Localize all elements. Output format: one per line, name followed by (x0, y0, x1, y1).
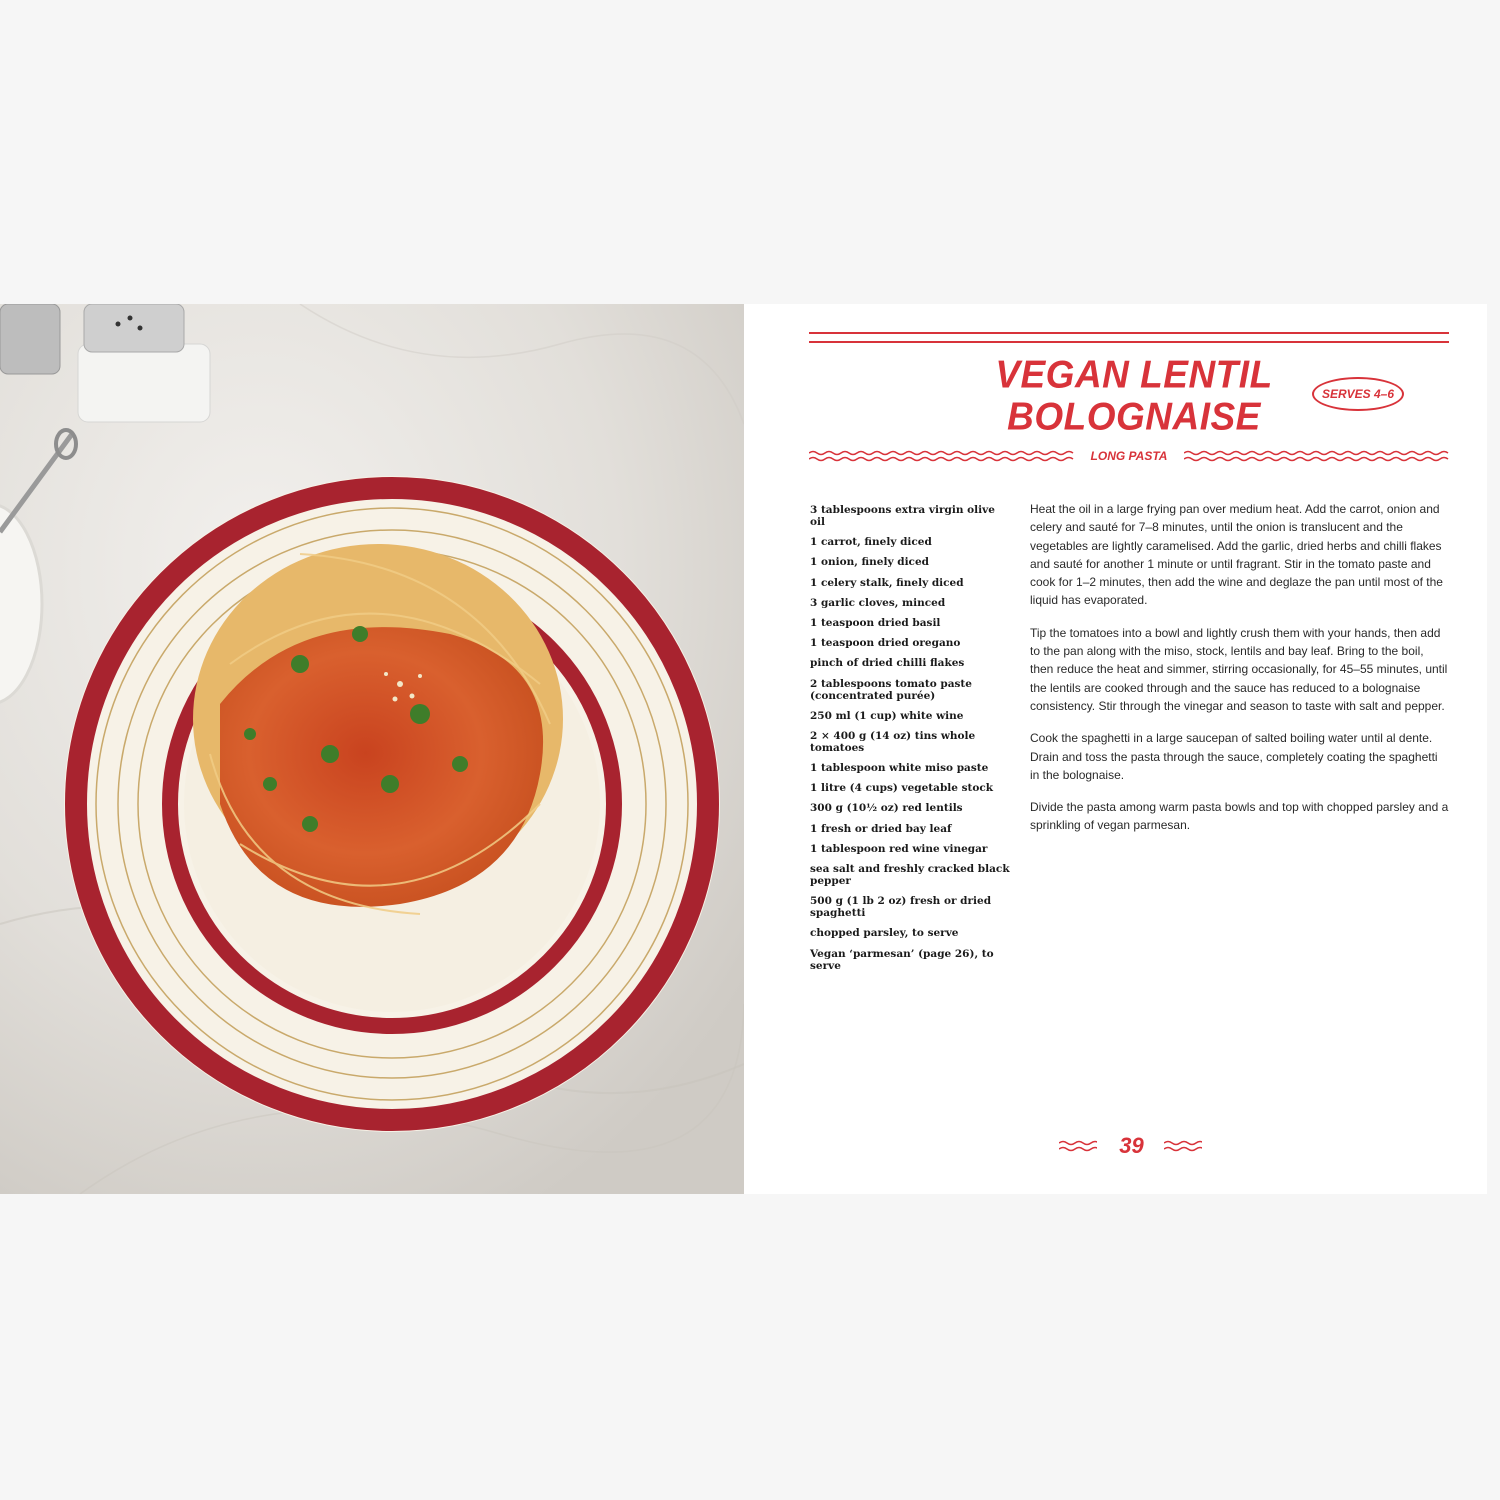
ingredient-item: 1 teaspoon dried oregano (810, 637, 961, 650)
ingredient-item: 300 g (10½ oz) red lentils (810, 802, 963, 815)
ingredient-item: sea salt and freshly cracked black pepper (810, 863, 1010, 887)
ingredient-item: 2 tablespoons tomato paste (concentrated purée) (810, 677, 972, 702)
recipe-title: VEGAN LENTIL BOLOGNAISE (995, 352, 1273, 438)
method-paragraph: Heat the oil in a large frying pan over medium heat. Add the carrot, onion and celery and sauté for 7–8 minutes, until the onion is translucent and the vegetables are lightly caramelised. Add the garlic, dried herbs and chilli flakes and sauté for another 1 minute or until fragrant. Stir in the tomato paste and cook for 1–2 minutes, then add the wine and deglaze the pan until most of the liquid has evaporated. (1030, 502, 1443, 608)
wave-divider-right-icon (1184, 450, 1449, 462)
ingredient-item: pinch of dried chilli flakes (810, 657, 965, 670)
book-spread (0, 304, 1487, 1194)
ingredient-item: 3 tablespoons extra virgin olive oil (810, 504, 995, 528)
method-text (1030, 500, 1450, 849)
wave-divider-left-icon (809, 450, 1074, 462)
category-label: LONG PASTA (1090, 449, 1168, 463)
ingredient-item: 1 teaspoon dried basil (810, 616, 941, 629)
spaghetti-plate-illustration (0, 304, 744, 1194)
method-paragraph: Tip the tomatoes into a bowl and lightly crush them with your hands, then add to the pan along with the miso, stock, lentils and bay leaf. Bring to the boil, then reduce the heat and simmer, stirring occasionally, for 45–55 minutes, until the lentils are cooked through and the sauce has reduced to a bolognaise consistency. Stir through the vinegar and season to taste with salt and pepper. (1030, 625, 1448, 713)
page-number-wave-right-icon (1164, 1140, 1202, 1152)
ingredient-item: 1 fresh or dried bay leaf (810, 822, 952, 835)
ingredient-item: 1 celery stalk, finely diced (810, 576, 964, 589)
ingredient-item: 3 garlic cloves, minced (810, 596, 946, 609)
ingredient-item: 2 × 400 g (14 oz) tins whole tomatoes (810, 729, 976, 754)
ingredient-item: 250 ml (1 cup) white wine (810, 709, 964, 722)
method-paragraph: Cook the spaghetti in a large saucepan of salted boiling water until al dente. Drain and toss the pasta through the sauce, completely coating the spaghetti in the bolognaise. (1030, 731, 1438, 782)
top-double-rule (809, 332, 1449, 343)
page-number-wave-left-icon (1059, 1140, 1097, 1152)
ingredients-list (810, 504, 1010, 980)
ingredient-item: 1 tablespoon red wine vinegar (810, 842, 988, 855)
serves-badge: SERVES 4–6 (1312, 377, 1404, 411)
recipe-page (744, 304, 1487, 1194)
ingredient-item: Vegan ‘parmesan’ (page 26), to serve (810, 947, 994, 972)
food-photo (0, 304, 744, 1194)
ingredient-item: 1 litre (4 cups) vegetable stock (810, 782, 994, 795)
ingredient-item: 500 g (1 lb 2 oz) fresh or dried spaghetti (810, 895, 992, 920)
method-paragraph: Divide the pasta among warm pasta bowls and top with chopped parsley and a sprinkling of vegan parmesan. (1030, 800, 1449, 833)
ingredient-item: 1 carrot, finely diced (810, 536, 932, 549)
ingredient-item: 1 tablespoon white miso paste (810, 762, 989, 775)
ingredient-item: chopped parsley, to serve (810, 927, 959, 940)
page-number: 39 (1119, 1133, 1144, 1158)
ingredient-item: 1 onion, finely diced (810, 556, 929, 569)
